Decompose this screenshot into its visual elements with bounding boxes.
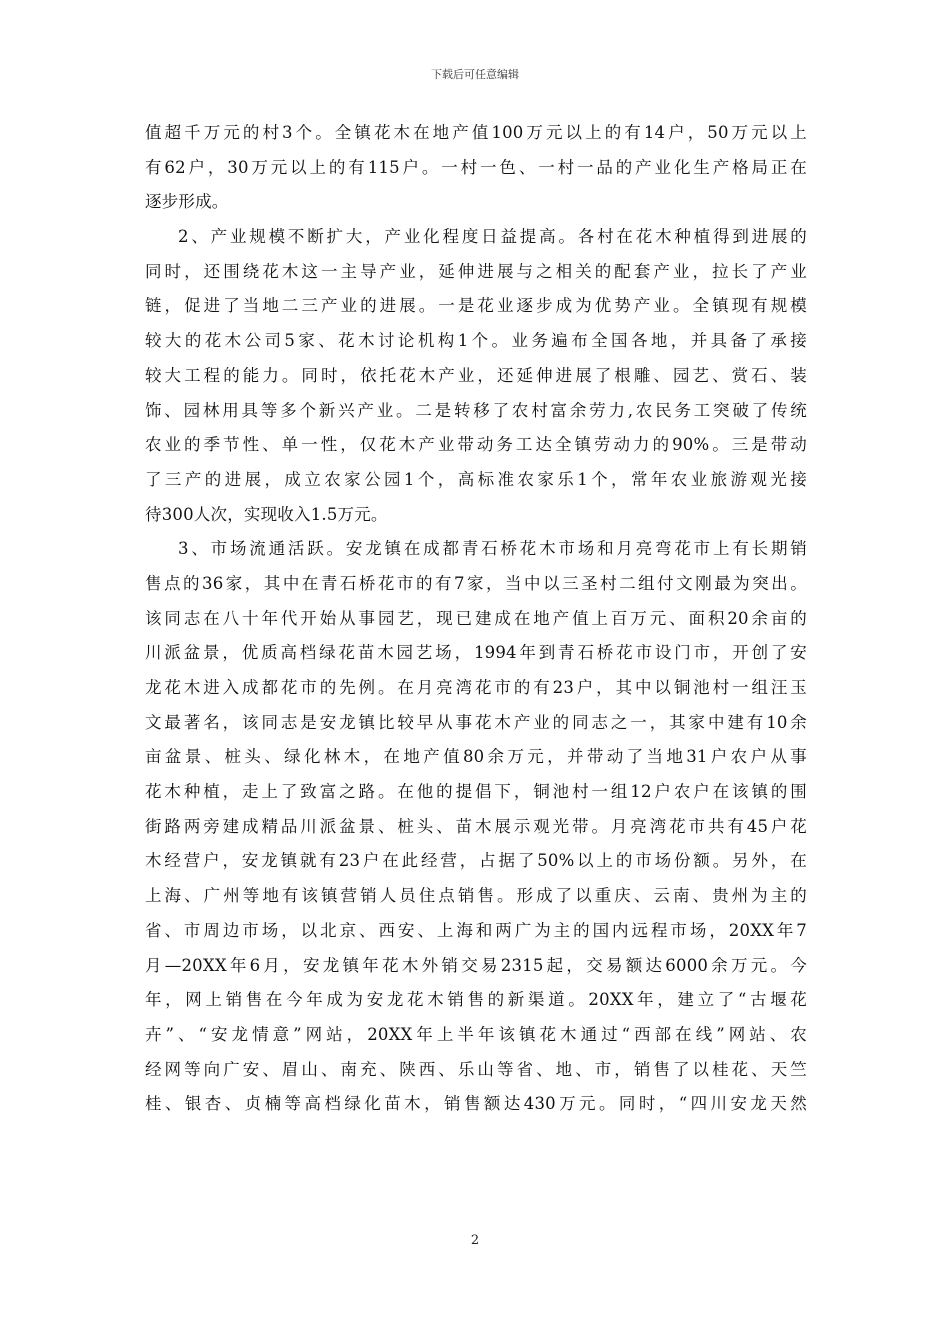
text-line: 有62户，30万元以上的有115户。一村一色、一村一品的产业化生产格局正在	[145, 157, 807, 177]
text-line: 链，促进了当地二三产业的进展。一是花业逐步成为优势产业。全镇现有规模	[145, 296, 807, 316]
text-line: 省、市周边市场，以北京、西安、上海和两广为主的国内远程市场，20XX年7	[145, 920, 807, 940]
text-line: 川派盆景，优质高档绿花苗木园艺场，1994年到青石桥花市设门市，开创了安	[145, 643, 807, 663]
text-line: 值超千万元的村3个。全镇花木在地产值100万元以上的有14户，50万元以上	[145, 123, 807, 142]
text-line: 同时，还围绕花木这一主导产业，延伸进展与之相关的配套产业，拉长了产业	[145, 261, 807, 281]
text-line: 了三产的进展，成立农家公园1个，高标准农家乐1个，常年农业旅游观光接	[145, 469, 807, 489]
text-line: 街路两旁建成精品川派盆景、桩头、苗木展示观光带。月亮湾花市共有45户花	[145, 816, 807, 836]
text-line: 饰、园林用具等多个新兴产业。二是转移了农村富余劳力,农民务工突破了传统	[145, 400, 807, 420]
document-body	[145, 116, 807, 1122]
text-line: 售点的36家，其中在青石桥花市的有7家，当中以三圣村二组付文刚最为突出。	[145, 573, 807, 593]
text-line: 桂、银杏、贞楠等高档绿化苗木，销售额达430万元。同时，“四川安龙天然	[145, 1094, 807, 1114]
text-line: 较大工程的能力。同时，依托花木产业，还延伸进展了根雕、园艺、赏石、装	[145, 365, 807, 385]
page-number: 2	[470, 1233, 480, 1248]
page-header: 下载后可任意编辑	[431, 68, 519, 81]
text-line: 卉”、“安龙情意”网站，20XX年上半年该镇花木通过“西部在线”网站、农	[145, 1024, 807, 1044]
text-line: 龙花木进入成都花市的先例。在月亮湾花市的有23户，其中以铜池村一组汪玉	[145, 678, 807, 697]
text-line: 经网等向广安、眉山、南充、陕西、乐山等省、地、市，销售了以桂花、天竺	[145, 1059, 807, 1079]
text-line: 逐步形成。	[145, 192, 229, 212]
text-line: 月—20XX年6月，安龙镇年花木外销交易2315起，交易额达6000余万元。今	[145, 955, 807, 975]
text-line: 待300人次，实现收入1.5万元。	[145, 504, 388, 524]
text-line: 较大的花木公司5家、花木讨论机构1个。业务遍布全国各地，并具备了承接	[145, 331, 807, 351]
text-line: 上海、广州等地有该镇营销人员住点销售。形成了以重庆、云南、贵州为主的	[145, 886, 807, 906]
text-line: 该同志在八十年代开始从事园艺，现已建成在地产值上百万元、面积20余亩的	[145, 608, 807, 628]
text-line: 木经营户，安龙镇就有23户在此经营，占据了50%以上的市场份额。另外，在	[145, 851, 807, 871]
text-line: 农业的季节性、单一性，仅花木产业带动务工达全镇劳动力的90%。三是带动	[145, 435, 807, 455]
text-line: 亩盆景、桩头、绿化林木，在地产值80余万元，并带动了当地31户农户从事	[145, 747, 807, 767]
paragraph-first-line: 3、市场流通活跃。安龙镇在成都青石桥花木市场和月亮弯花市上有长期销	[178, 539, 807, 559]
text-line: 花木种植，走上了致富之路。在他的提倡下，铜池村一组12户农户在该镇的围	[145, 782, 807, 802]
text-line: 年，网上销售在今年成为安龙花木销售的新渠道。20XX年，建立了“古堰花	[145, 990, 807, 1010]
text-line: 文最著名，该同志是安龙镇比较早从事花木产业的同志之一，其家中建有10余	[145, 712, 807, 732]
paragraph-first-line: 2、产业规模不断扩大，产业化程度日益提高。各村在花木种植得到进展的	[178, 227, 807, 247]
